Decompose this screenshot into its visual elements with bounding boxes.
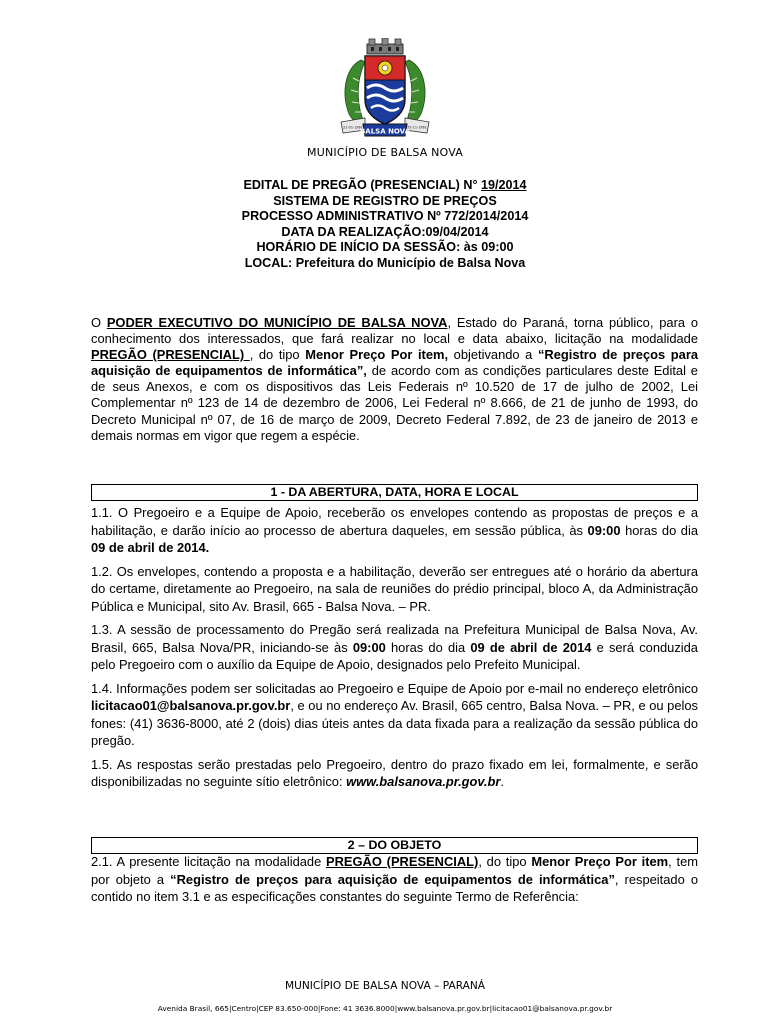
edital-header bbox=[0, 178, 770, 272]
edital-number: 19/2014 bbox=[481, 178, 527, 192]
svg-text:21-01-1961: 21-01-1961 bbox=[343, 125, 363, 130]
footer-address: Avenida Brasil, 665|Centro|CEP 83.650-000|Fone: 41 3636.8000|www.balsanova.pr.gov.br|licitacao01@balsanova.pr.gov.br bbox=[157, 1004, 613, 1013]
svg-text:BALSA NOVA: BALSA NOVA bbox=[359, 127, 411, 136]
paragraph-1-5: 1.5. As respostas serão prestadas pelo Pregoeiro, dentro do prazo fixado em lei, formalmente, e serão disponibilizadas no seguinte sítio eletrônico: www.balsanova.pr.gov.br. bbox=[91, 756, 698, 789]
section-1-heading: 1 - DA ABERTURA, DATA, HORA E LOCAL bbox=[91, 484, 698, 501]
edital-number-line: EDITAL DE PREGÃO (PRESENCIAL) N° 19/2014 bbox=[243, 178, 527, 192]
paragraph-1-4: 1.4. Informações podem ser solicitadas ao Pregoeiro e Equipe de Apoio por e-mail no endereço eletrônico licitacao01@balsanova.pr.gov.br, e ou no endereço Av. Brasil, 665 centro, Balsa Nova. – PR, e ou pelos fones: (41) 3636-8000, até 2 (dois) dias úteis antes da data fixada para a realização da sessão pública do pregão. bbox=[91, 680, 698, 748]
intro-paragraph: O PODER EXECUTIVO DO MUNICÍPIO DE BALSA NOVA, Estado do Paraná, torna público, para o conhecimento dos interessados, que fará realizar no local e data abaixo, licitação na modalidade PREGÃO (PRESENCIAL) , do tipo Menor Preço Por item, objetivando a “Registro de preços para aquisição de equipamentos de informática”, de acordo com as condições particulares deste Edital e de seus Anexos, e com os dispositivos das Leis Federais nº 10.520 de 17 de julho de 2002, Lei Complementar nº 123 de 14 de dezembro de 2006, Lei Federal nº 8.666, de 21 de junho de 1993, do Decreto Municipal nº 07, de 16 de março de 2009, Decreto Federal 7.892, de 23 de janeiro de 2013 e demais normas em vigor que regem a espécie. bbox=[91, 315, 699, 443]
coat-of-arms-logo bbox=[335, 38, 435, 140]
start-time-line: HORÁRIO DE INÍCIO DA SESSÃO: às 09:00 bbox=[256, 240, 514, 255]
paragraph-2-1: 2.1. A presente licitação na modalidade PREGÃO (PRESENCIAL), do tipo Menor Preço Por item, tem por objeto a “Registro de preços para aquisição de equipamentos de informática”, respeitado o contido no item 3.1 e as especificações constantes do seguinte Termo de Referência: bbox=[91, 854, 698, 904]
paragraph-1-2: 1.2. Os envelopes, contendo a proposta e a habilitação, deverão ser entregues até o horário da abertura do certame, diretamente ao Pregoeiro, na sala de reuniões do prédio principal, bloco A, da Administração Pública e Municipal, sito Av. Brasil, 665 - Balsa Nova. – PR. bbox=[91, 563, 698, 614]
section-2-body bbox=[91, 853, 698, 906]
section-2-heading: 2 – DO OBJETO bbox=[91, 837, 698, 854]
paragraph-1-3: 1.3. A sessão de processamento do Pregão será realizada na Prefeitura Municipal de Balsa Nova, Av. Brasil, 665, Balsa Nova/PR, iniciando-se às 09:00 horas do dia 09 de abril de 2014 e será conduzida pelo Pregoeiro com o auxílio da Equipe de Apoio, designados pelo Prefeito Municipal. bbox=[91, 622, 698, 672]
contact-email: licitacao01@balsanova.pr.gov.br bbox=[91, 698, 291, 713]
municipality-title: MUNICÍPIO DE BALSA NOVA bbox=[307, 146, 463, 159]
paragraph-1-1: 1.1. O Pregoeiro e a Equipe de Apoio, receberão os envelopes contendo as propostas de preços e a habilitação, e darão início ao processo de abertura daqueles, em sessão pública, às 09:00 horas do dia 09 de abril de 2014. bbox=[91, 505, 699, 555]
registration-system-line: SISTEMA DE REGISTRO DE PREÇOS bbox=[273, 193, 497, 208]
footer-title: MUNICÍPIO DE BALSA NOVA – PARANÁ bbox=[284, 980, 486, 992]
svg-text:25-11-1961: 25-11-1961 bbox=[407, 125, 427, 130]
location-line: LOCAL: Prefeitura do Município de Balsa Nova bbox=[244, 255, 526, 270]
website-address: www.balsanova.pr.gov.br bbox=[346, 774, 501, 789]
date-line: DATA DA REALIZAÇÃO:09/04/2014 bbox=[281, 224, 489, 239]
section-1-body bbox=[91, 504, 698, 791]
process-number-line: PROCESSO ADMINISTRATIVO Nº 772/2014/2014 bbox=[241, 209, 529, 224]
